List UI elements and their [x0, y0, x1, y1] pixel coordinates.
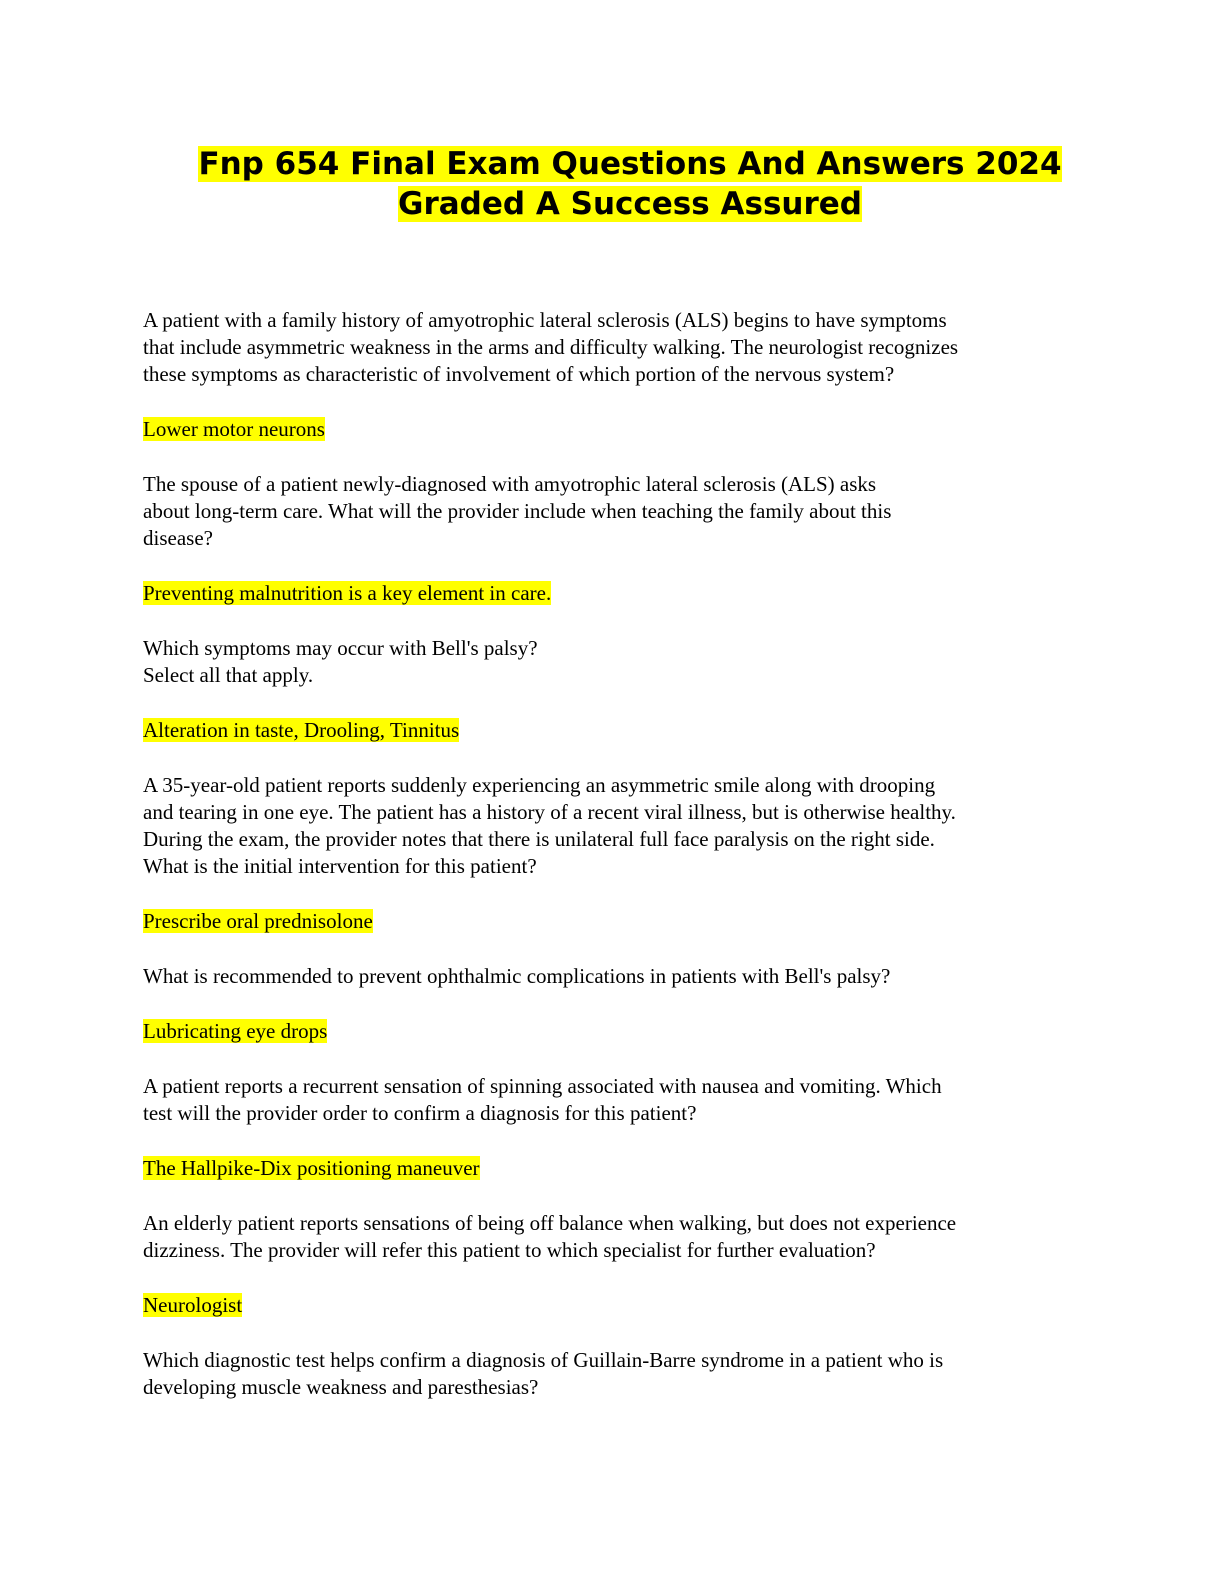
- question-text: What is recommended to prevent ophthalmic complications in patients with Bell's palsy?: [143, 964, 891, 988]
- qa-item: [143, 772, 1078, 935]
- qa-item: [143, 1210, 1078, 1319]
- answer-text: Prescribe oral prednisolone: [143, 909, 373, 933]
- qa-list: [143, 307, 1078, 1429]
- question-text: An elderly patient reports sensations of being off balance when walking, but does not experience dizziness. The provider will refer this patient to which specialist for further evaluation?: [143, 1211, 957, 1262]
- title-line-1: Fnp 654 Final Exam Questions And Answers 2024: [198, 146, 1062, 182]
- question-text: A patient reports a recurrent sensation of spinning associated with nausea and vomiting. Which test will the provider order to confirm a diagnosis for this patient?: [143, 1074, 942, 1125]
- answer-text: Preventing malnutrition is a key element in care.: [143, 581, 552, 605]
- question-text: A 35-year-old patient reports suddenly experiencing an asymmetric smile along with drooping and tearing in one eye. The patient has a history of a recent viral illness, but is otherwise healthy. During the exam, the provider notes that there is unilateral full face paralysis on the right side. What is the initial intervention for this patient?: [143, 773, 956, 878]
- title-line-2: Graded A Success Assured: [398, 186, 862, 222]
- answer-text: Lower motor neurons: [143, 417, 325, 441]
- question-text: Which symptoms may occur with Bell's palsy? Select all that apply.: [143, 636, 538, 687]
- qa-item: [143, 1347, 1078, 1401]
- qa-item: [143, 1073, 1078, 1182]
- answer-text: Alteration in taste, Drooling, Tinnitus: [143, 718, 460, 742]
- answer-text: The Hallpike-Dix positioning maneuver: [143, 1156, 480, 1180]
- question-text: The spouse of a patient newly-diagnosed with amyotrophic lateral sclerosis (ALS) asks about long-term care. What will the provider include when teaching the family about this disease?: [143, 472, 892, 550]
- qa-item: [143, 635, 1078, 744]
- question-text: A patient with a family history of amyotrophic lateral sclerosis (ALS) begins to have symptoms that include asymmetric weakness in the arms and difficulty walking. The neurologist recognizes these symptoms as characteristic of involvement of which portion of the nervous system?: [143, 308, 959, 386]
- qa-item: [143, 307, 1078, 443]
- question-text: Which diagnostic test helps confirm a diagnosis of Guillain-Barre syndrome in a patient who is developing muscle weakness and paresthesias?: [143, 1348, 944, 1399]
- page-title: [150, 144, 1110, 224]
- qa-item: [143, 471, 1078, 607]
- answer-text: Neurologist: [143, 1293, 243, 1317]
- qa-item: [143, 963, 1078, 1045]
- answer-text: Lubricating eye drops: [143, 1019, 328, 1043]
